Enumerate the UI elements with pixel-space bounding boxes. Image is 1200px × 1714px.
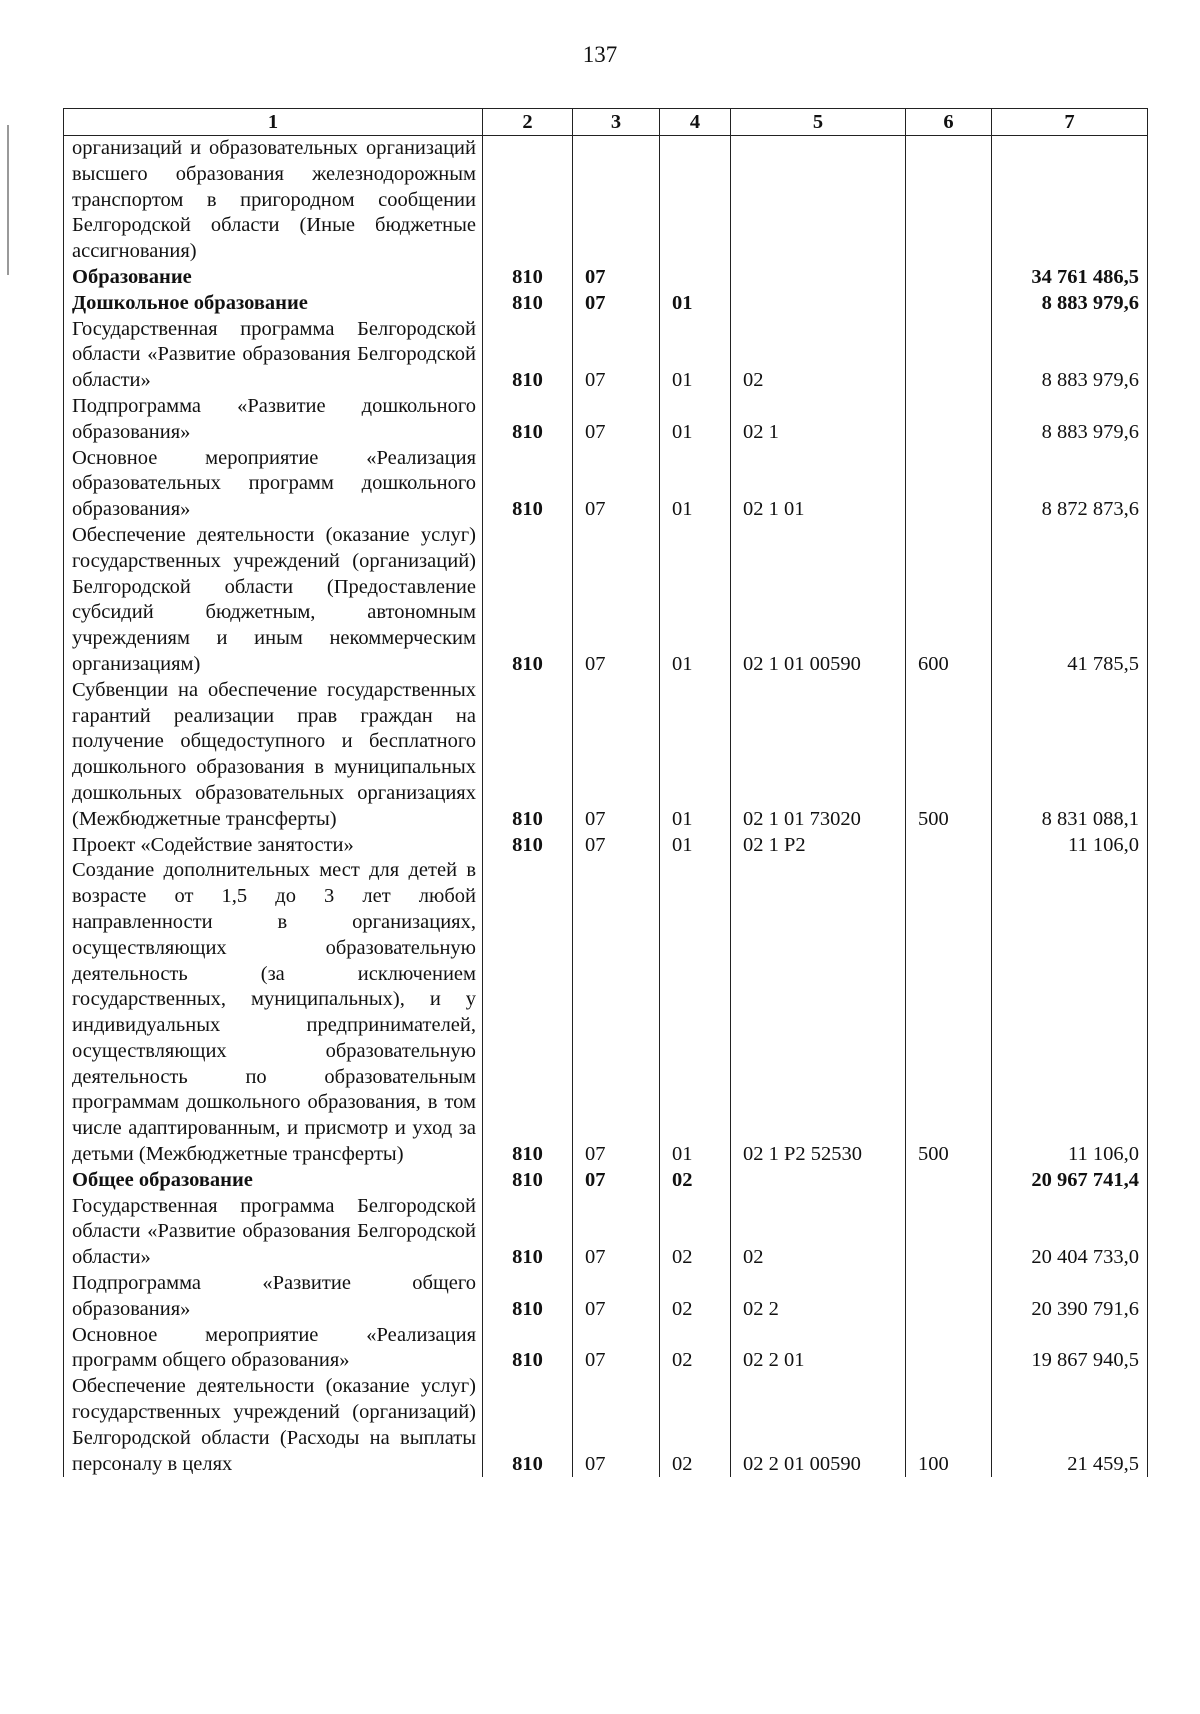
table-row [64,1323,1148,1375]
row-target-article-code [731,291,906,317]
table-row [64,523,1148,678]
row-ministry-code: 810 [483,446,573,523]
row-description: организаций и образовательных организаций высшего образования железнодорожным транспортом в пригородном сообщении Белгородской области (Иные бюджетные ассигнования) [64,136,483,265]
row-ministry-code: 810 [483,394,573,446]
row-expense-type-code [906,446,992,523]
row-subsection-code: 01 [660,833,731,859]
row-expense-type-code: 500 [906,858,992,1168]
row-amount: 20 967 741,4 [992,1168,1148,1194]
row-target-article-code [731,265,906,291]
table-row [64,858,1148,1168]
column-header: 7 [992,109,1148,136]
row-ministry-code: 810 [483,523,573,678]
row-subsection-code: 01 [660,394,731,446]
table-row [64,136,1148,265]
row-subsection-code: 01 [660,291,731,317]
row-description: Государственная программа Белгородской области «Развитие образования Белгородской области» [64,1194,483,1271]
row-description: Дошкольное образование [64,291,483,317]
row-ministry-code: 810 [483,291,573,317]
row-ministry-code: 810 [483,833,573,859]
row-expense-type-code: 500 [906,678,992,833]
row-subsection-code: 01 [660,317,731,394]
column-header: 5 [731,109,906,136]
row-amount: 8 872 873,6 [992,446,1148,523]
row-section-code: 07 [573,1323,660,1375]
row-target-article-code: 02 [731,1194,906,1271]
row-amount: 20 404 733,0 [992,1194,1148,1271]
row-section-code: 07 [573,1168,660,1194]
row-section-code: 07 [573,394,660,446]
row-subsection-code [660,265,731,291]
row-ministry-code: 810 [483,1168,573,1194]
row-section-code [573,136,660,265]
row-ministry-code: 810 [483,678,573,833]
row-description: Образование [64,265,483,291]
column-header: 2 [483,109,573,136]
row-description: Общее образование [64,1168,483,1194]
row-subsection-code: 01 [660,678,731,833]
row-expense-type-code [906,1168,992,1194]
row-amount: 11 106,0 [992,833,1148,859]
row-target-article-code: 02 2 [731,1271,906,1323]
row-expense-type-code: 100 [906,1374,992,1477]
row-ministry-code: 810 [483,858,573,1168]
table-header-row [64,109,1148,136]
table-row [64,833,1148,859]
table-row [64,1194,1148,1271]
table-row [64,446,1148,523]
row-ministry-code: 810 [483,1271,573,1323]
row-section-code: 07 [573,265,660,291]
row-expense-type-code [906,1194,992,1271]
row-description: Основное мероприятие «Реализация программ общего образования» [64,1323,483,1375]
row-subsection-code: 02 [660,1374,731,1477]
row-section-code: 07 [573,446,660,523]
row-subsection-code: 01 [660,446,731,523]
row-subsection-code: 02 [660,1271,731,1323]
row-target-article-code: 02 [731,317,906,394]
row-subsection-code: 02 [660,1194,731,1271]
row-section-code: 07 [573,858,660,1168]
row-expense-type-code [906,833,992,859]
table-row [64,1374,1148,1477]
table-row [64,317,1148,394]
column-header: 6 [906,109,992,136]
row-amount: 8 883 979,6 [992,291,1148,317]
page-number: 137 [582,42,618,67]
row-subsection-code: 01 [660,523,731,678]
row-section-code: 07 [573,1194,660,1271]
row-expense-type-code [906,394,992,446]
row-amount [992,136,1148,265]
row-amount: 41 785,5 [992,523,1148,678]
table-body [64,136,1148,1478]
row-expense-type-code: 600 [906,523,992,678]
table-row [64,1168,1148,1194]
row-description: Обеспечение деятельности (оказание услуг) государственных учреждений (организаций) Белгородской области (Предоставление субсидий бюджетным, автономным учреждениям и иным некоммерческим организациям) [64,523,483,678]
row-section-code: 07 [573,1271,660,1323]
row-ministry-code: 810 [483,317,573,394]
table-row [64,265,1148,291]
row-amount: 8 831 088,1 [992,678,1148,833]
row-amount: 8 883 979,6 [992,317,1148,394]
row-ministry-code: 810 [483,1374,573,1477]
row-amount: 19 867 940,5 [992,1323,1148,1375]
row-target-article-code: 02 1 01 [731,446,906,523]
row-description: Подпрограмма «Развитие дошкольного образования» [64,394,483,446]
row-description: Подпрограмма «Развитие общего образования» [64,1271,483,1323]
row-target-article-code [731,136,906,265]
row-section-code: 07 [573,523,660,678]
row-section-code: 07 [573,291,660,317]
column-header: 1 [64,109,483,136]
row-section-code: 07 [573,317,660,394]
row-target-article-code: 02 1 [731,394,906,446]
row-target-article-code: 02 1 01 00590 [731,523,906,678]
row-subsection-code [660,136,731,265]
row-target-article-code: 02 1 01 73020 [731,678,906,833]
row-target-article-code: 02 2 01 [731,1323,906,1375]
row-section-code: 07 [573,1374,660,1477]
row-description: Субвенции на обеспечение государственных гарантий реализации прав граждан на получение общедоступного и бесплатного дошкольного образования в муниципальных дошкольных образовательных организациях (Межбюджетные трансферты) [64,678,483,833]
row-subsection-code: 02 [660,1323,731,1375]
row-amount: 8 883 979,6 [992,394,1148,446]
row-amount: 20 390 791,6 [992,1271,1148,1323]
row-target-article-code: 02 1 Р2 [731,833,906,859]
table-row [64,291,1148,317]
row-target-article-code [731,1168,906,1194]
row-section-code: 07 [573,833,660,859]
row-description: Проект «Содействие занятости» [64,833,483,859]
row-ministry-code: 810 [483,1194,573,1271]
table-row [64,394,1148,446]
table-row [64,678,1148,833]
row-expense-type-code [906,291,992,317]
row-description: Основное мероприятие «Реализация образовательных программ дошкольного образования» [64,446,483,523]
row-amount: 34 761 486,5 [992,265,1148,291]
row-ministry-code: 810 [483,1323,573,1375]
row-expense-type-code [906,317,992,394]
budget-table [63,108,1148,1477]
row-expense-type-code [906,136,992,265]
row-expense-type-code [906,265,992,291]
row-ministry-code [483,136,573,265]
row-target-article-code: 02 2 01 00590 [731,1374,906,1477]
column-header: 4 [660,109,731,136]
row-subsection-code: 01 [660,858,731,1168]
row-section-code: 07 [573,678,660,833]
row-expense-type-code [906,1271,992,1323]
row-expense-type-code [906,1323,992,1375]
row-description: Обеспечение деятельности (оказание услуг) государственных учреждений (организаций) Белгородской области (Расходы на выплаты персоналу в целях [64,1374,483,1477]
row-amount: 11 106,0 [992,858,1148,1168]
row-subsection-code: 02 [660,1168,731,1194]
table-row [64,1271,1148,1323]
row-amount: 21 459,5 [992,1374,1148,1477]
row-description: Создание дополнительных мест для детей в возрасте от 1,5 до 3 лет любой направленности в организациях, осуществляющих образовательную деятельность (за исключением государственных, муниципальных), и у индивидуальных предпринимателей, осуществляющих образовательную деятельность по образовательным программам дошкольного образования, в том числе адаптированным, и присмотр и уход за детьми (Межбюджетные трансферты) [64,858,483,1168]
row-ministry-code: 810 [483,265,573,291]
column-header: 3 [573,109,660,136]
scan-margin-mark [7,125,9,275]
row-target-article-code: 02 1 Р2 52530 [731,858,906,1168]
row-description: Государственная программа Белгородской области «Развитие образования Белгородской области» [64,317,483,394]
